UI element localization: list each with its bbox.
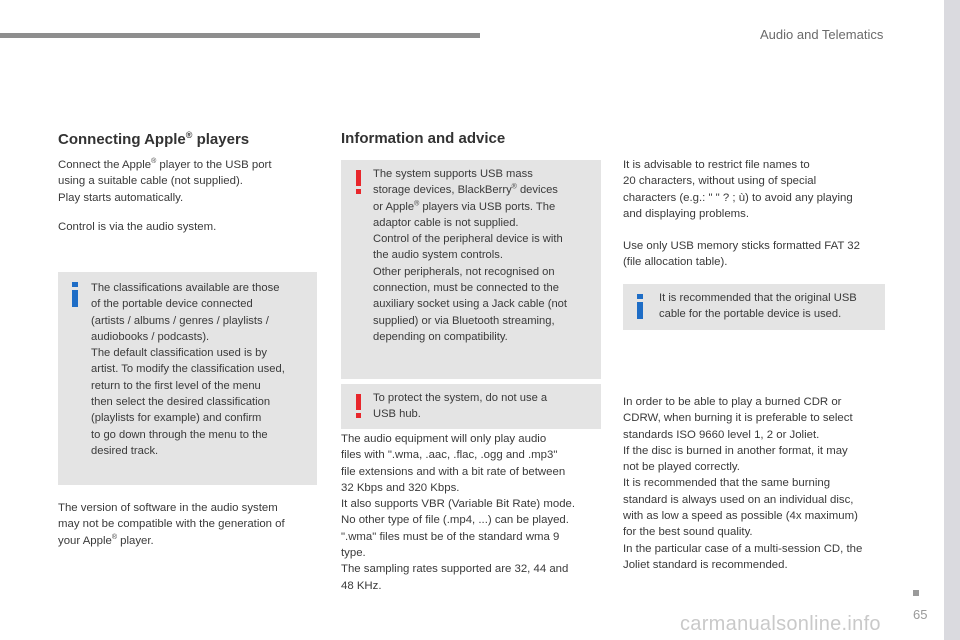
page-end-marker	[913, 590, 919, 596]
version-paragraph: The version of software in the audio system may not be compatible with the generation of your Apple® player.	[58, 502, 285, 547]
page-edge-bar	[944, 0, 960, 640]
section-title: Audio and Telematics	[760, 27, 884, 42]
watermark: carmanualsonline.info	[680, 613, 881, 635]
cd-burning-paragraph: In order to be able to play a burned CDR or CDRW, when burning it is preferable to select standards ISO 9660 level 1, 2 or Joliet. If the disc is burned in another format, it may not be played correctly. It is recommended that the same burning standard is always used on an individual disc, with as low a speed as possible (4x maximum) for the best sound quality. In the particular case of a multi-session CD, the Joliet standard is recommended.	[623, 396, 863, 571]
warning-box-usb-devices-text: The system supports USB mass storage devices, BlackBerry® devices or Apple® players via USB ports. The adaptor cable is not supplied. Control of the peripheral device is with the audio system controls. Other peripherals, not recognised on connection, must be connected to the auxiliary socket using a Jack cable (not supplied) or via Bluetooth streaming, depending on compatibility.	[373, 168, 568, 343]
audio-formats-paragraph: The audio equipment will only play audio files with ".wma, .aac, .flac, .ogg and .mp3" file extensions and with a bit rate of between 32 Kbps and 320 Kbps. It also supports VBR (Variable Bit Rate) mode. No other type of file (.mp4, ...) can be played. ".wma" files must be of the standard wma 9 type. The sampling rates supported are 32, 44 and 48 KHz.	[341, 433, 576, 592]
warning-box-usb-hub-text: To protect the system, do not use a USB hub.	[373, 392, 548, 421]
warning-box-usb-hub	[341, 384, 601, 429]
header-rule	[0, 33, 480, 38]
heading-connecting-apple: Connecting Apple® players	[58, 130, 250, 148]
info-box-usb-cable	[623, 284, 885, 330]
page-number: 65	[913, 607, 928, 622]
connect-paragraph: Connect the Apple® player to the USB port using a suitable cable (not supplied). Play starts automatically.	[58, 158, 272, 204]
file-names-paragraph: It is advisable to restrict file names to 20 characters, without using of special characters (e.g.: " " ? ; ù) to avoid any playing and displaying problems.	[623, 159, 853, 220]
info-box-classifications-text: The classifications available are those of the portable device connected (artists / albums / genres / playlists / audiobooks / podcasts). The default classification used is by artist. To modify the classification used, return to the first level of the menu then select the desired classification (playlists for example) and confirm to go down through the menu to the desired track.	[91, 282, 285, 457]
control-paragraph: Control is via the audio system.	[58, 221, 217, 233]
warning-box-usb-devices	[341, 160, 601, 379]
info-box-classifications	[58, 272, 317, 485]
info-box-usb-cable-text: It is recommended that the original USB cable for the portable device is used.	[659, 292, 857, 321]
usb-format-paragraph: Use only USB memory sticks formatted FAT 32 (file allocation table).	[623, 240, 860, 269]
heading-information-advice: Information and advice	[341, 130, 506, 147]
